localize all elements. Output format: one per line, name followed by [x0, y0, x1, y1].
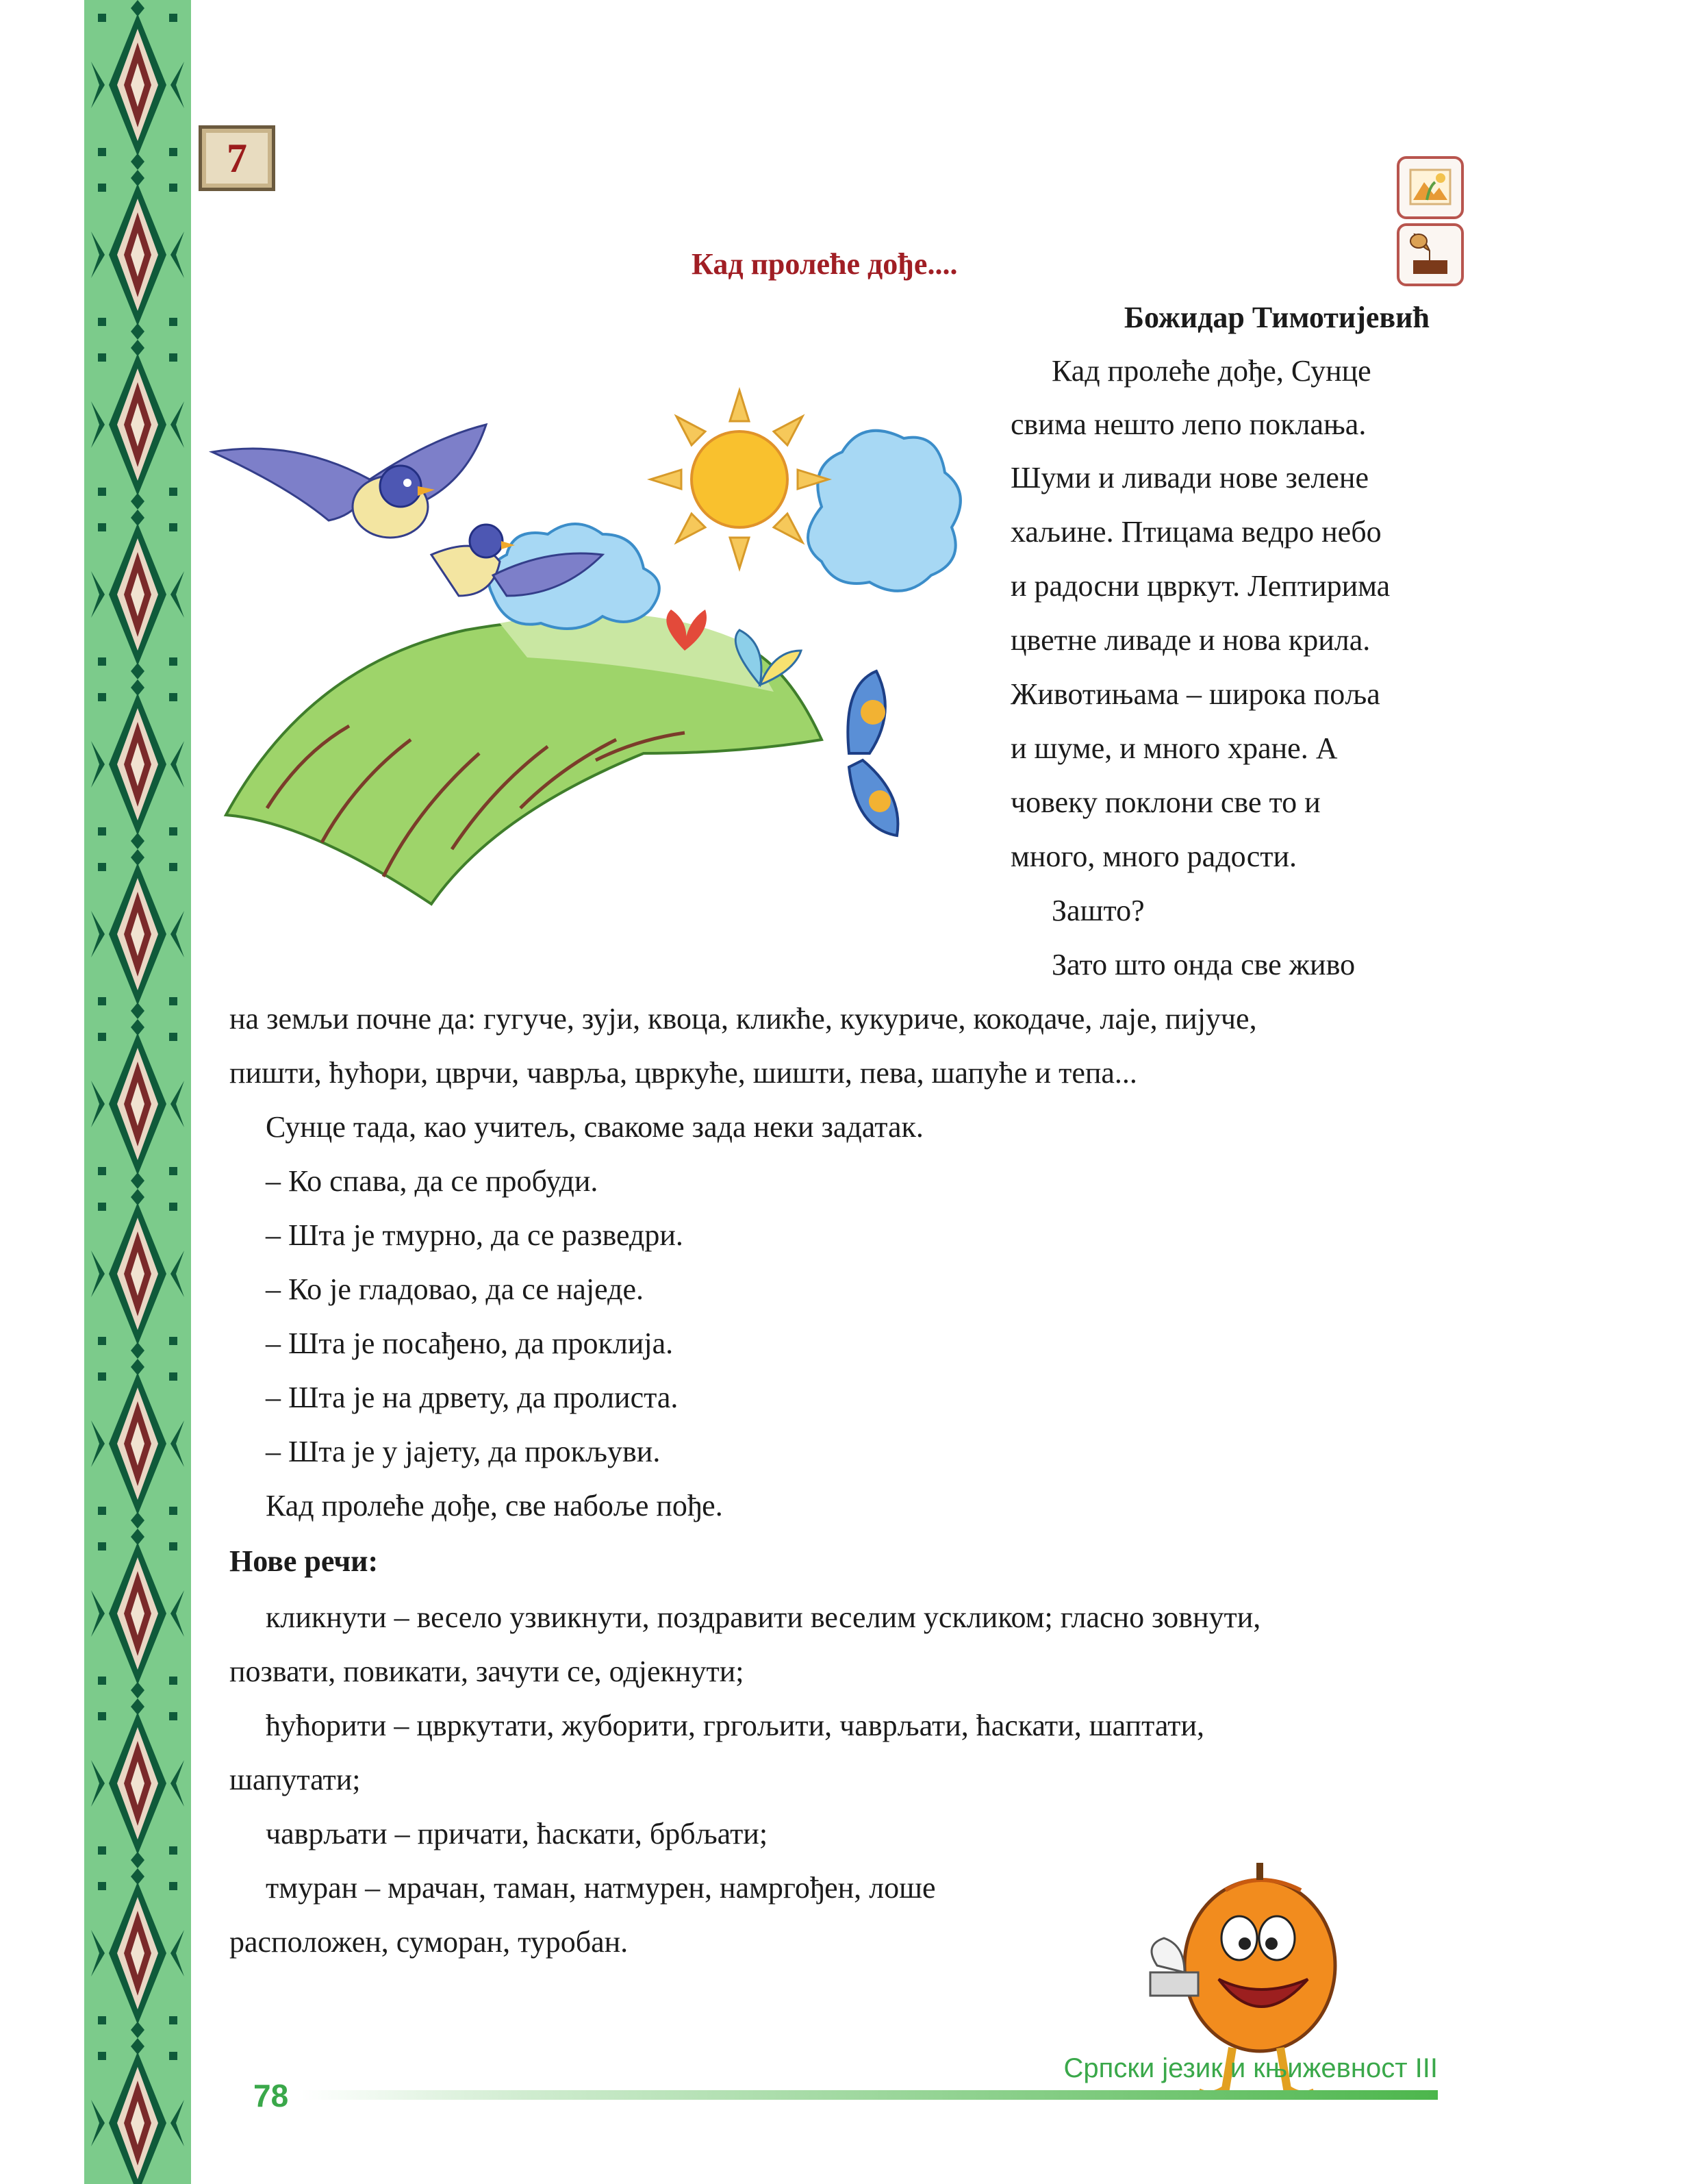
text-line: много, много радости. — [1011, 840, 1297, 873]
book-title: Српски језик и књижевност III — [1063, 2053, 1438, 2083]
text-line: свима нешто лепо поклања. — [1011, 407, 1367, 441]
glossary-line: шапутати; — [229, 1763, 361, 1796]
text-line: – Ко је гладовао, да се наједе. — [266, 1272, 644, 1306]
story-author: Божидар Тимотијевић — [1124, 301, 1430, 334]
glossary-line: позвати, повикати, зачути се, одјекнути; — [229, 1655, 744, 1688]
text-line: и радосни цвркут. Лептирима — [1011, 569, 1391, 603]
gramophone-icon[interactable] — [1397, 223, 1464, 286]
text-line: и шуме, и много хране. А — [1011, 731, 1338, 765]
text-line: Зашто? — [1052, 894, 1145, 927]
glossary-line: расположен, суморан, туробан. — [229, 1925, 629, 1959]
lesson-number: 7 — [227, 135, 247, 181]
glossary-line: ћућорити – цвркутати, жуборити, гргољити, чаврљати, ћаскати, шаптати, — [266, 1709, 1205, 1742]
text-line: на земљи почне да: гугуче, зуји, квоца, кликће, кукуриче, кокодаче, лаје, пијуче, — [229, 1002, 1257, 1035]
picture-icon[interactable] — [1397, 156, 1464, 219]
text-line: – Шта је посађено, да проклија. — [266, 1327, 674, 1360]
text-line: Кад пролеће дође, Сунце — [1052, 354, 1371, 388]
text-line: – Шта је тмурно, да се разведри. — [266, 1218, 683, 1252]
text-line: Животињама – широка поља — [1011, 677, 1380, 711]
glossary-line: чаврљати – причати, ћаскати, брбљати; — [266, 1817, 768, 1850]
text-line: Сунце тада, као учитељ, свакоме зада неки задатак. — [266, 1110, 924, 1144]
lesson-number-badge — [199, 125, 275, 191]
glossary-line: тмуран – мрачан, таман, натмурен, намргођен, лоше — [266, 1871, 936, 1905]
text-line: – Шта је у јајету, да прокљуви. — [266, 1435, 661, 1468]
spring-illustration — [205, 370, 979, 945]
text-line: Зато што онда све живо — [1052, 948, 1356, 981]
footer-line — [301, 2090, 1438, 2100]
text-line: цветне ливаде и нова крила. — [1011, 623, 1371, 657]
text-line: Кад пролеће дође, све набоље пође. — [266, 1489, 723, 1522]
glossary-line: кликнути – весело узвикнути, поздравити веселим ускликом; гласно зовнути, — [266, 1601, 1261, 1634]
text-line: човеку поклони све то и — [1011, 786, 1321, 819]
page-number: 78 — [253, 2078, 289, 2113]
story-title: Кад пролеће дође.... — [692, 247, 958, 281]
text-line: – Шта је на дрвету, да пролиста. — [266, 1381, 679, 1414]
decorative-border — [84, 0, 191, 2184]
text-line: – Ко спава, да се пробуди. — [266, 1164, 598, 1198]
text-line: Шуми и ливади нове зелене — [1011, 461, 1369, 494]
text-line: пишти, ћућори, цврчи, чаврља, цвркуће, шишти, пева, шапуће и тепа... — [229, 1056, 1137, 1090]
text-line: хаљине. Птицама ведро небо — [1011, 515, 1382, 549]
new-words-heading: Нове речи: — [229, 1544, 379, 1578]
